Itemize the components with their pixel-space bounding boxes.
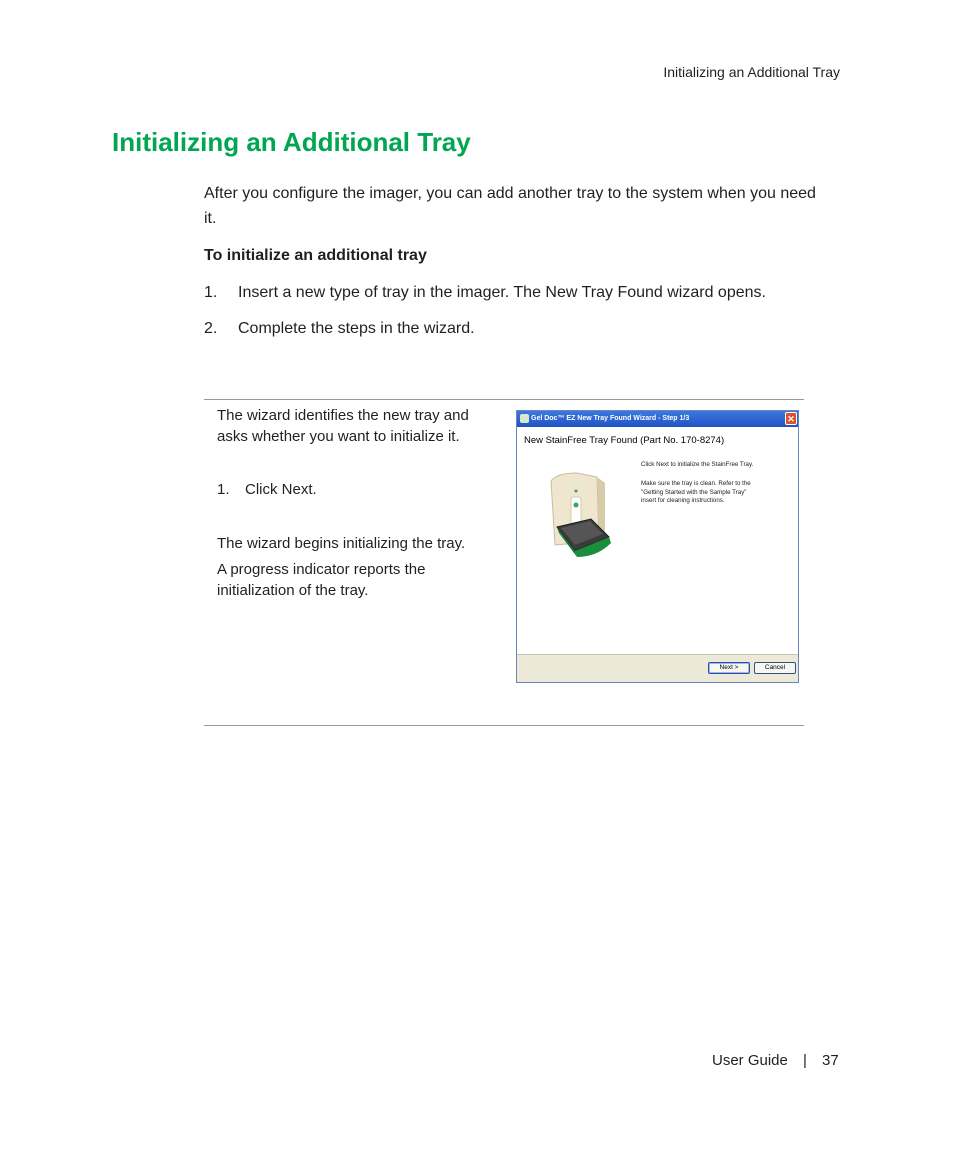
wizard-heading: New StainFree Tray Found (Part No. 170-8274) xyxy=(524,435,725,446)
wizard-title: Gel Doc™ EZ New Tray Found Wizard - Step 1/3 xyxy=(531,415,690,422)
wizard-info-line: "Getting Started with the Sample Tray" xyxy=(641,488,747,496)
step-number: 2. xyxy=(204,320,218,337)
progress-description xyxy=(217,559,502,601)
page-number: 37 xyxy=(822,1052,839,1069)
footer-separator: | xyxy=(803,1052,807,1069)
table-top-rule xyxy=(204,399,804,400)
sub-step-number: 1. xyxy=(217,481,230,498)
description-line: The wizard identifies the new tray and xyxy=(217,407,469,424)
step-number: 1. xyxy=(204,284,218,301)
result-text: The wizard begins initializing the tray. xyxy=(217,535,466,552)
running-header: Initializing an Additional Tray xyxy=(663,64,840,80)
footer-label: User Guide xyxy=(712,1052,788,1069)
progress-line: A progress indicator reports the xyxy=(217,561,426,578)
step-text: Insert a new type of tray in the imager. The New Tray Found wizard opens. xyxy=(238,284,766,301)
wizard-info-line: insert for cleaning instructions. xyxy=(641,497,725,504)
wizard-titlebar xyxy=(517,411,798,427)
procedure-heading: To initialize an additional tray xyxy=(204,247,427,264)
description-line: asks whether you want to initialize it. xyxy=(217,428,460,445)
imager-device-icon xyxy=(547,471,617,561)
step-text: Complete the steps in the wizard. xyxy=(238,320,475,337)
wizard-description xyxy=(217,405,502,447)
progress-line: initialization of the tray. xyxy=(217,582,369,599)
intro-paragraph: After you configure the imager, you can add another tray to the system when you need it. xyxy=(204,185,816,227)
wizard-footer xyxy=(517,654,798,682)
section-title: Initializing an Additional Tray xyxy=(112,127,471,157)
wizard-window xyxy=(516,410,799,683)
wizard-info-line: Click Next to initialize the StainFree Tray. xyxy=(641,461,754,468)
next-button[interactable]: Next > xyxy=(708,662,750,674)
close-icon[interactable]: ✕ xyxy=(785,412,797,425)
sub-step-text: Click Next. xyxy=(245,481,317,498)
cancel-button[interactable]: Cancel xyxy=(754,662,796,674)
app-icon xyxy=(520,414,529,423)
wizard-info-line: Make sure the tray is clean. Refer to the xyxy=(641,480,751,487)
table-bottom-rule xyxy=(204,725,804,726)
